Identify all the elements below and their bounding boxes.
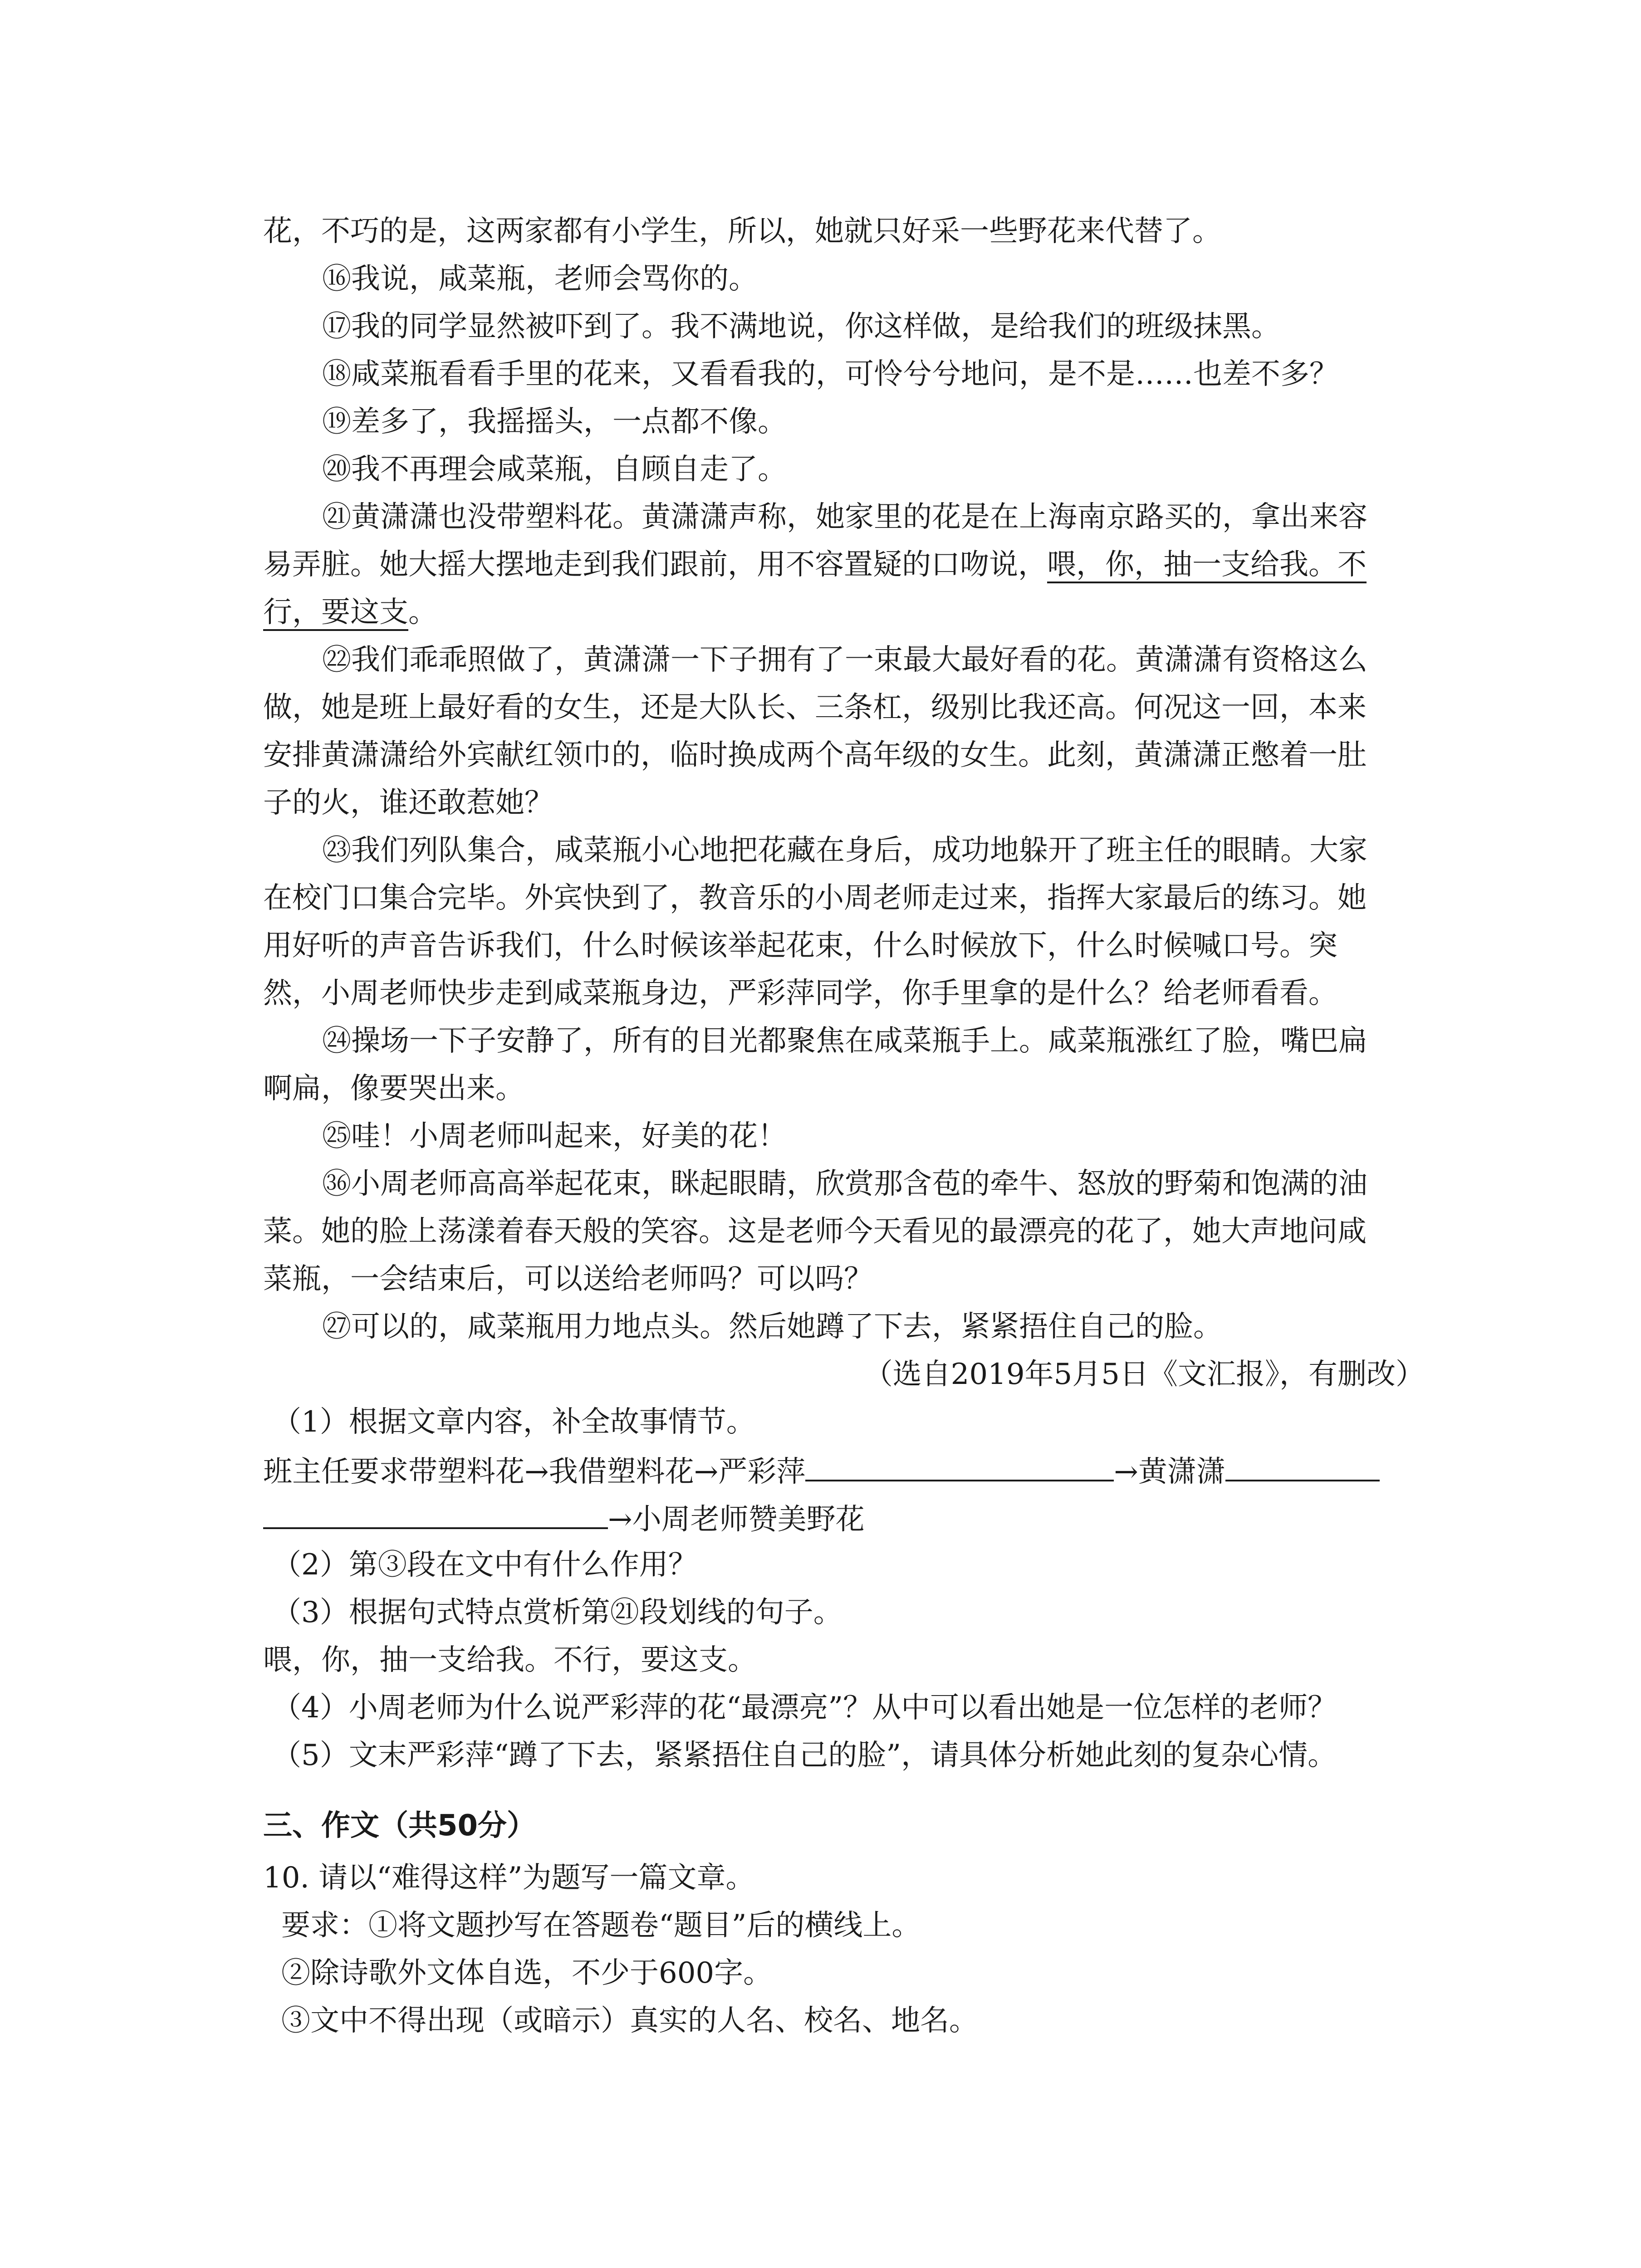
chain-part-b: →黄潇潇 bbox=[1114, 1455, 1225, 1489]
paragraph-23-line-2: 在校门口集合完毕。外宾快到了，教音乐的小周老师走过来，指挥大家最后的练习。她 bbox=[263, 881, 1367, 915]
paragraph-26-line-2: 菜。她的脸上荡漾着春天般的笑容。这是老师今天看见的最漂亮的花了，她大声地问咸 bbox=[263, 1215, 1367, 1248]
composition-heading: 三、作文（共50分） bbox=[263, 1809, 536, 1843]
question-4: （4）小周老师为什么说严彩萍的花“最漂亮”？从中可以看出她是一位怎样的老师？ bbox=[272, 1691, 1337, 1725]
paragraph-22-line-4: 子的火，谁还敢惹她？ bbox=[263, 786, 554, 820]
answer-blank-1[interactable] bbox=[805, 1452, 1114, 1481]
requirement-2: ②除诗歌外文体自选，不少于600字。 bbox=[281, 1956, 773, 1990]
question-5: （5）文末严彩萍“蹲了下去，紧紧捂住自己的脸”，请具体分析她此刻的复杂心情。 bbox=[272, 1739, 1337, 1772]
paragraph-27: ㉗可以的，咸菜瓶用力地点头。然后她蹲了下去，紧紧捂住自己的脸。 bbox=[322, 1310, 1222, 1344]
paragraph-21-line-1: ㉑黄潇潇也没带塑料花。黄潇潇声称，她家里的花是在上海南京路买的，拿出来容 bbox=[322, 500, 1367, 534]
paragraph-24-line-2: 啊扁，像要哭出来。 bbox=[263, 1072, 524, 1105]
question-10: 10. 请以“难得这样”为题写一篇文章。 bbox=[263, 1861, 755, 1895]
paragraph-21-line-3 bbox=[263, 594, 1425, 631]
question-2: （2）第③段在文中有什么作用？ bbox=[272, 1548, 697, 1582]
underlined-sentence: 喂，你，抽一支给我。不 bbox=[1047, 548, 1367, 582]
question-1: （1）根据文章内容，补全故事情节。 bbox=[272, 1405, 755, 1439]
paragraph-22-line-2: 做，她是班上最好看的女生，还是大队长、三条杠，级别比我还高。何况这一回，本来 bbox=[263, 691, 1367, 724]
paragraph-20: ⑳我不再理会咸菜瓶，自顾自走了。 bbox=[322, 453, 787, 486]
paragraph-23-line-3: 用好听的声音告诉我们，什么时候该举起花束，什么时候放下，什么时候喊口号。突 bbox=[263, 929, 1337, 963]
paragraph-23-line-1: ㉓我们列队集合，咸菜瓶小心地把花藏在身后，成功地躲开了班主任的眼睛。大家 bbox=[322, 834, 1367, 867]
question-1-chain-cont bbox=[263, 1499, 1425, 1538]
answer-blank-2-cont[interactable] bbox=[263, 1499, 608, 1529]
paragraph-19: ⑲差多了，我摇摇头，一点都不像。 bbox=[322, 405, 787, 439]
paragraph-15-tail: 花，不巧的是，这两家都有小学生，所以，她就只好采一些野花来代替了。 bbox=[263, 215, 1221, 248]
question-3: （3）根据句式特点赏析第㉑段划线的句子。 bbox=[272, 1596, 843, 1629]
requirement-3: ③文中不得出现（或暗示）真实的人名、校名、地名。 bbox=[281, 2004, 978, 2038]
paragraph-24-line-1: ㉔操场一下子安静了，所有的目光都聚焦在咸菜瓶手上。咸菜瓶涨红了脸，嘴巴扁 bbox=[322, 1024, 1367, 1058]
paragraph-17: ⑰我的同学显然被吓到了。我不满地说，你这样做，是给我们的班级抹黑。 bbox=[322, 310, 1280, 343]
answer-blank-2[interactable] bbox=[1225, 1452, 1380, 1481]
paragraph-26-line-3: 菜瓶，一会结束后，可以送给老师吗？可以吗？ bbox=[263, 1262, 873, 1296]
source-citation: （选自2019年5月5日《文汇报》，有删改） bbox=[863, 1358, 1425, 1391]
chain-part-a: 班主任要求带塑料花→我借塑料花→严彩萍 bbox=[263, 1455, 806, 1489]
paragraph-25: ㉕哇！小周老师叫起来，好美的花！ bbox=[322, 1119, 787, 1153]
paragraph-23-line-4: 然，小周老师快步走到咸菜瓶身边，严彩萍同学，你手里拿的是什么？给老师看看。 bbox=[263, 977, 1337, 1010]
paragraph-21-line-2 bbox=[263, 547, 1425, 583]
question-1-chain bbox=[263, 1452, 1425, 1490]
paragraph-22-line-1: ㉒我们乖乖照做了，黄潇潇一下子拥有了一束最大最好看的花。黄潇潇有资格这么 bbox=[322, 643, 1367, 677]
requirement-1: 要求：①将文题抄写在答题卷“题目”后的横线上。 bbox=[281, 1909, 921, 1942]
underlined-sentence-end: 行，要这支 bbox=[263, 596, 408, 629]
paragraph-22-line-3: 安排黄潇潇给外宾献红领巾的，临时换成两个高年级的女生。此刻，黄潇潇正憋着一肚 bbox=[263, 738, 1367, 772]
p21-period: 。 bbox=[408, 596, 437, 629]
paragraph-18: ⑱咸菜瓶看看手里的花来，又看看我的，可怜兮兮地问，是不是……也差不多？ bbox=[322, 357, 1338, 391]
question-3-quote: 喂，你，抽一支给我。不行，要这支。 bbox=[263, 1643, 757, 1677]
p21-plain-text: 易弄脏。她大摇大摆地走到我们跟前，用不容置疑的口吻说， bbox=[263, 548, 1047, 582]
paragraph-16: ⑯我说，咸菜瓶，老师会骂你的。 bbox=[322, 262, 758, 296]
chain-part-c: →小周老师赞美野花 bbox=[608, 1503, 865, 1536]
paragraph-26-line-1: ㊱小周老师高高举起花束，眯起眼睛，欣赏那含苞的牵牛、怒放的野菊和饱满的油 bbox=[322, 1167, 1367, 1201]
